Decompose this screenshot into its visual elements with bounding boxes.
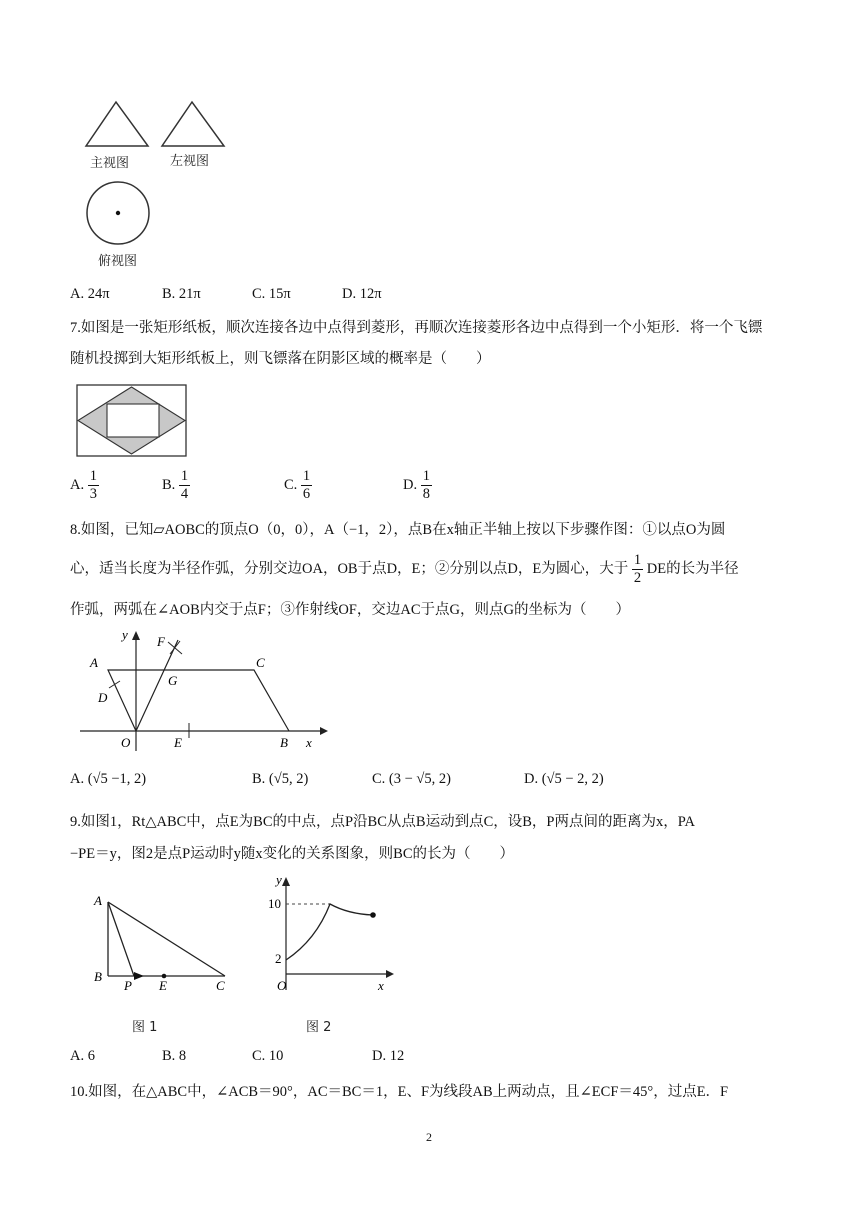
arc-mark-f-2 — [170, 641, 180, 654]
q6-option-a[interactable]: A. 24π — [70, 286, 110, 302]
fig1-label-b: B — [94, 969, 102, 984]
q9-stem-line1: 9.如图1，Rt△ABC中，点E为BC的中点，点P沿BC从点B运动到点C，设B，P两点间的距离为x，PA — [70, 814, 695, 830]
arc-mark-d — [109, 681, 120, 688]
label-a: A — [90, 655, 98, 670]
graph-curve — [286, 904, 373, 960]
fig2-label-x: x — [378, 978, 384, 993]
point-p-arrow — [134, 972, 144, 980]
label-o: O — [121, 735, 131, 750]
front-view-triangle — [86, 102, 148, 146]
q8-option-a[interactable]: A. (√5 −1, 2) — [70, 771, 147, 787]
q10-stem-line1: 10.如图，在△ABC中，∠ACB＝90°，AC＝BC＝1，E、F为线段AB上两动点，且∠ECF＝45°，过点E．F — [70, 1084, 729, 1100]
segment-pa — [108, 902, 134, 976]
fig1-label-e: E — [159, 978, 167, 993]
q8-stem-line3: 作弧，两弧在∠AOB内交于点F；③作射线OF，交边AC于点G，则点G的坐标为（ ） — [70, 602, 630, 618]
label-g: G — [168, 673, 178, 688]
fig2-label-2: 2 — [275, 951, 282, 966]
q8-option-c[interactable]: C. (3 − √5, 2) — [372, 771, 451, 787]
q6-option-c[interactable]: C. 15π — [252, 286, 291, 302]
q6-option-d[interactable]: D. 12π — [342, 286, 382, 302]
q7-option-a-fraction: $\frac{1}{3}$ — [89, 468, 97, 502]
q9-figure2-caption: 图 2 — [306, 1020, 332, 1035]
fig2-label-o: O — [277, 978, 287, 993]
y-axis-arrow — [132, 631, 140, 640]
front-view-label: 主视图 — [90, 156, 130, 171]
q8-stem-line1: 8.如图，已知▱AOBC的顶点O（0，0），A（−1，2），点B在x轴正半轴上按以下步骤作图：①以点O为圆 — [70, 522, 726, 538]
fig2-label-y: y — [276, 872, 282, 887]
q9-figure1-caption: 图 1 — [132, 1020, 158, 1035]
label-b: B — [280, 735, 288, 750]
q6-three-views-figure — [76, 96, 236, 276]
inner-small-rectangle — [107, 404, 159, 437]
label-e: E — [174, 735, 182, 750]
left-view-label: 左视图 — [170, 154, 210, 169]
label-f: F — [157, 634, 165, 649]
q7-stem-line1: 7.如图是一张矩形纸板，顺次连接各边中点得到菱形，再顺次连接菱形各边中点得到一个小矩形．将一个飞镖 — [70, 320, 763, 336]
q7-option-c[interactable]: C. $\frac{1}{6}$ — [284, 468, 311, 502]
q9-figure2-graph — [268, 872, 398, 1000]
label-d: D — [98, 690, 108, 705]
page-number: 2 — [426, 1130, 432, 1144]
q8-parallelogram-figure — [76, 626, 330, 754]
top-view-center-dot — [116, 211, 120, 215]
left-view-triangle — [162, 102, 224, 146]
q8-option-b[interactable]: B. (√5, 2) — [252, 771, 309, 787]
q8-stem-line2: 心，适当长度为半径作弧，分别交边OA，OB于点D，E；②分别以点D，E为圆心，大于 $\frac{1}{2}$ DE的长为半径 — [70, 552, 739, 586]
x-axis-arrow — [320, 727, 328, 735]
q7-option-d-fraction: $\frac{1}{8}$ — [422, 468, 430, 502]
curve-endpoint — [370, 912, 376, 918]
q9-option-c[interactable]: C. 10 — [252, 1048, 284, 1064]
q9-figure1-triangle — [88, 888, 238, 1000]
q8-option-d[interactable]: D. (√5 − 2, 2) — [524, 771, 604, 787]
fig2-label-10: 10 — [268, 896, 281, 911]
q7-option-c-fraction: $\frac{1}{6}$ — [302, 468, 311, 502]
q7-option-a[interactable]: A. $\frac{1}{3}$ — [70, 468, 97, 502]
q9-option-b[interactable]: B. 8 — [162, 1048, 187, 1064]
q9-option-d[interactable]: D. 12 — [372, 1048, 405, 1064]
fig1-label-p: P — [124, 978, 132, 993]
label-x: x — [306, 735, 312, 750]
q7-option-b[interactable]: B. $\frac{1}{4}$ — [162, 468, 189, 502]
q9-stem-line2: −PE＝y，图2是点P运动时y随x变化的关系图象，则BC的长为（ ） — [70, 846, 515, 862]
fig2-y-axis-arrow — [282, 877, 290, 886]
q7-option-d[interactable]: D. $\frac{1}{8}$ — [403, 468, 430, 502]
side-ac — [108, 902, 225, 976]
fig1-label-c: C — [216, 978, 225, 993]
q7-rectangle-figure — [76, 384, 188, 458]
q6-option-b[interactable]: B. 21π — [162, 286, 201, 302]
q9-option-a[interactable]: A. 6 — [70, 1048, 95, 1064]
fig2-x-axis-arrow — [386, 970, 394, 978]
parallelogram-aobc — [108, 670, 289, 731]
fig1-label-a: A — [94, 893, 102, 908]
q8-half-fraction: $\frac{1}{2}$ — [633, 552, 642, 586]
label-y: y — [122, 627, 128, 642]
q7-option-b-fraction: $\frac{1}{4}$ — [180, 468, 189, 502]
top-view-label: 俯视图 — [98, 254, 138, 269]
q7-stem-line2: 随机投掷到大矩形纸板上，则飞镖落在阴影区域的概率是（ ） — [70, 351, 491, 367]
label-c: C — [256, 655, 265, 670]
